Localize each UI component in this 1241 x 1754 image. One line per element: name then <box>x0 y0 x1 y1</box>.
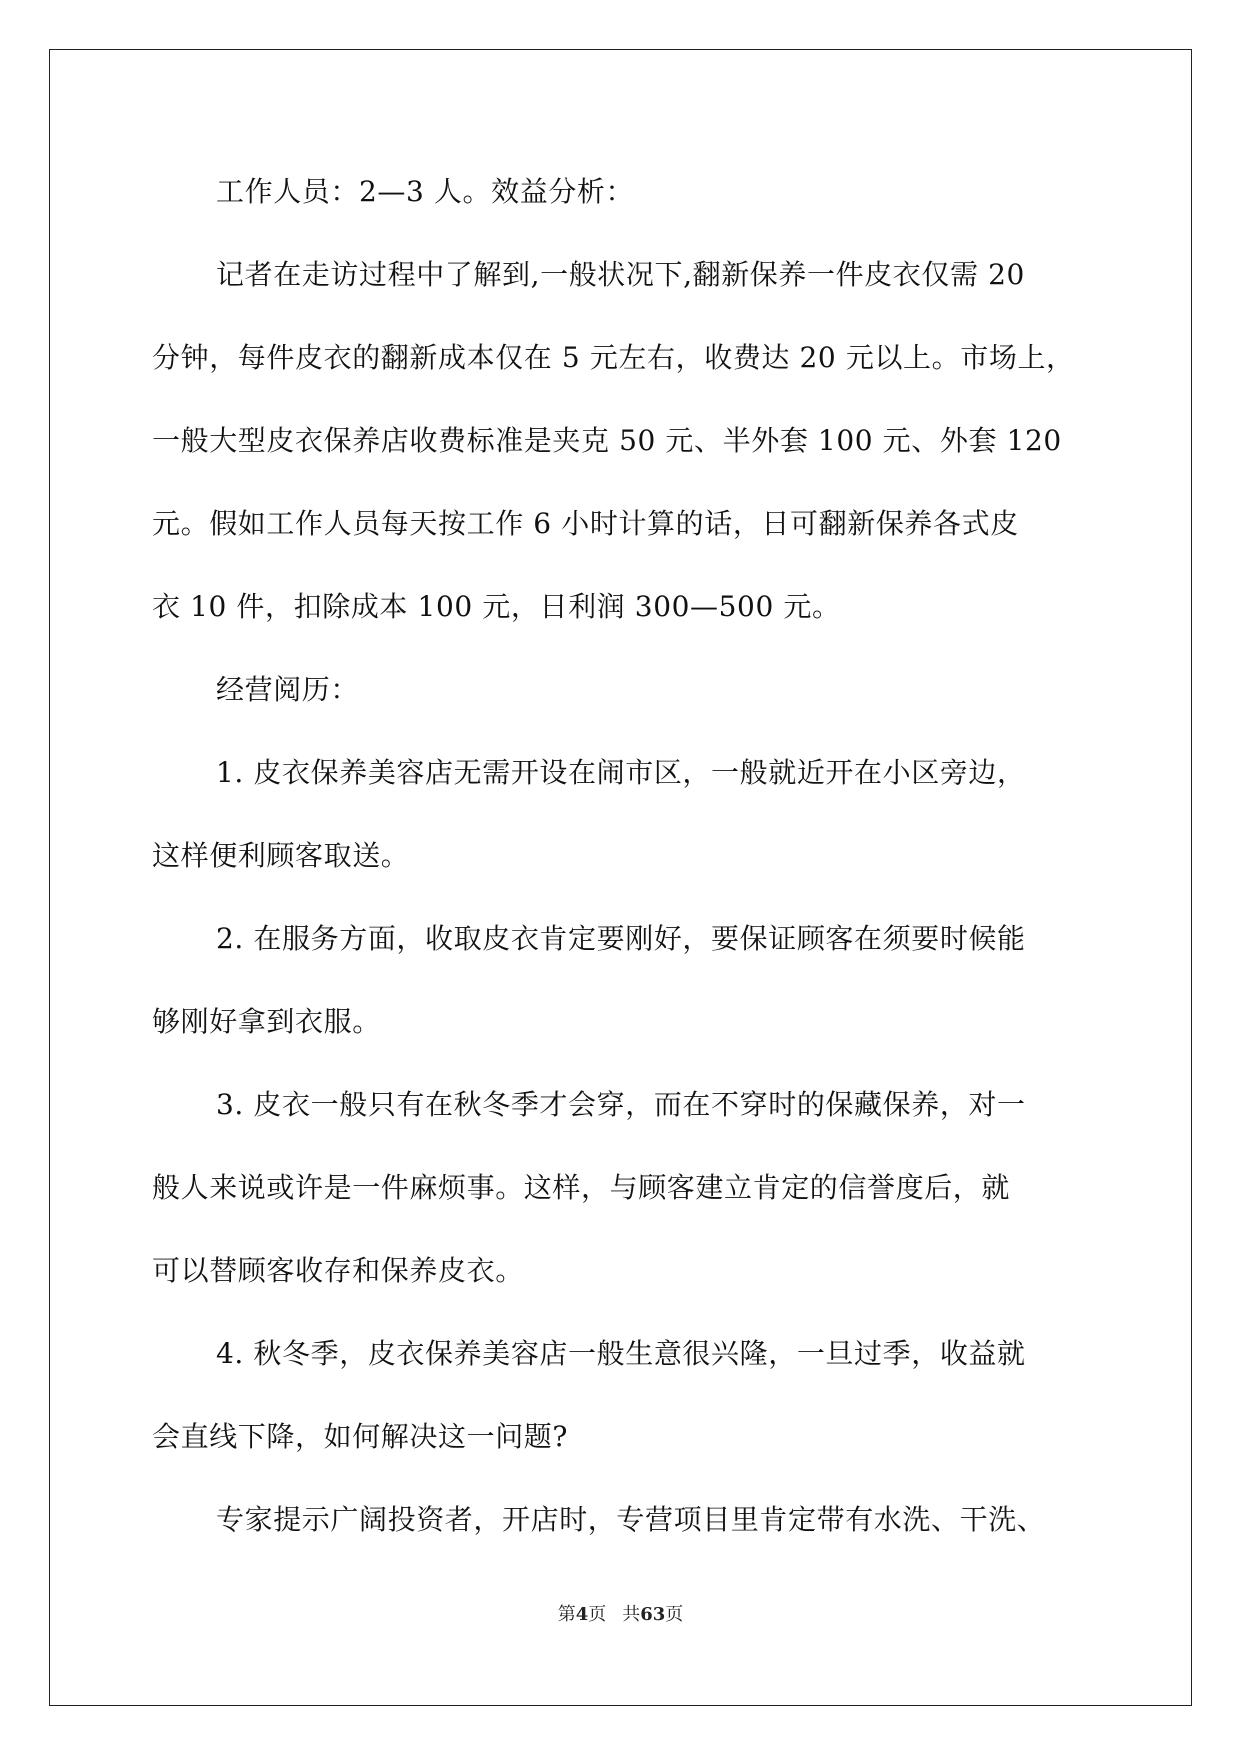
text-line: 会直线下降，如何解决这一问题? <box>152 1420 569 1453</box>
text-line: 一般大型皮衣保养店收费标准是夹克 50 元、半外套 100 元、外套 120 <box>152 424 1062 457</box>
total-prefix: 共 <box>622 1604 641 1625</box>
total-suffix: 页 <box>665 1604 684 1625</box>
text-line: 衣 10 件，扣除成本 100 元，日利润 300—500 元。 <box>152 590 841 623</box>
text-line: 1. 皮衣保养美容店无需开设在闹市区，一般就近开在小区旁边， <box>216 756 1026 789</box>
text-line: 可以替顾客收存和保养皮衣。 <box>152 1254 524 1287</box>
text-line: 2. 在服务方面，收取皮衣肯定要刚好，要保证顾客在须要时候能 <box>216 922 1026 955</box>
page-prefix: 第 <box>557 1604 576 1625</box>
text-line: 3. 皮衣一般只有在秋冬季才会穿，而在不穿时的保藏保养，对一 <box>216 1088 1026 1121</box>
text-line: 4. 秋冬季，皮衣保养美容店一般生意很兴隆，一旦过季，收益就 <box>216 1337 1026 1370</box>
text-line: 专家提示广阔投资者，开店时，专营项目里肯定带有水洗、干洗、 <box>216 1503 1046 1536</box>
page-number: 4 <box>575 1604 589 1625</box>
text-line: 分钟，每件皮衣的翻新成本仅在 5 元左右，收费达 20 元以上。市场上， <box>152 341 1075 374</box>
text-line: 般人来说或许是一件麻烦事。这样，与顾客建立肯定的信誉度后，就 <box>152 1171 1011 1204</box>
text-line: 元。假如工作人员每天按工作 6 小时计算的话，日可翻新保养各式皮 <box>152 507 1019 540</box>
text-line: 够刚好拿到衣服。 <box>152 1005 381 1038</box>
total-pages: 63 <box>640 1604 666 1625</box>
text-line: 工作人员：2—3 人。效益分析： <box>216 175 635 208</box>
page-border <box>49 49 1192 1706</box>
page-suffix: 页 <box>588 1604 607 1625</box>
page-footer <box>0 1603 1241 1627</box>
text-line: 这样便利顾客取送。 <box>152 839 410 872</box>
text-line: 经营阅历： <box>216 673 360 706</box>
text-line: 记者在走访过程中了解到,一般状况下,翻新保养一件皮衣仅需 20 <box>216 258 1025 291</box>
